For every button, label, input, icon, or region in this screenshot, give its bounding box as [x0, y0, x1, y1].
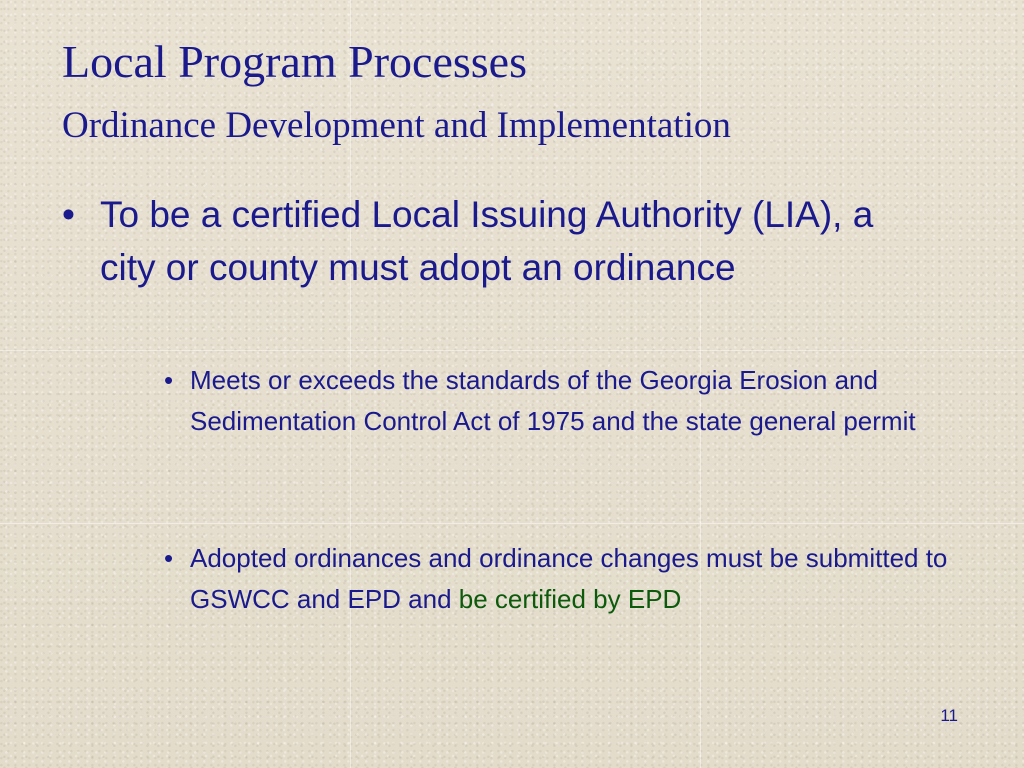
texture-seam	[0, 350, 1024, 351]
slide-number: 11	[940, 706, 958, 725]
bullet-marker: •	[62, 194, 75, 235]
sub-bullet-text-highlight: be certified by EPD	[458, 584, 682, 614]
bullet-marker: •	[164, 365, 174, 395]
main-bullet-text: To be a certified Local Issuing Authority (LIA), a city or county must adopt an ordinance	[100, 194, 874, 288]
bullet-marker: •	[164, 543, 174, 573]
sub-bullet-text	[190, 538, 960, 620]
sub-bullet-text: Meets or exceeds the standards of the Georgia Erosion and Sedimentation Control Act of 1975 and the state general permit	[190, 365, 916, 436]
slide-title: Local Program Processes	[62, 36, 527, 87]
sub-bullet-submission	[164, 538, 964, 620]
sub-bullet-standards	[164, 360, 964, 442]
slide-subtitle: Ordinance Development and Implementation	[62, 105, 731, 146]
sub-bullet-text-plain: Adopted ordinances and ordinance changes must be submitted to GSWCC and EPD and	[190, 543, 948, 614]
texture-seam	[0, 523, 1024, 524]
main-bullet	[62, 188, 962, 294]
